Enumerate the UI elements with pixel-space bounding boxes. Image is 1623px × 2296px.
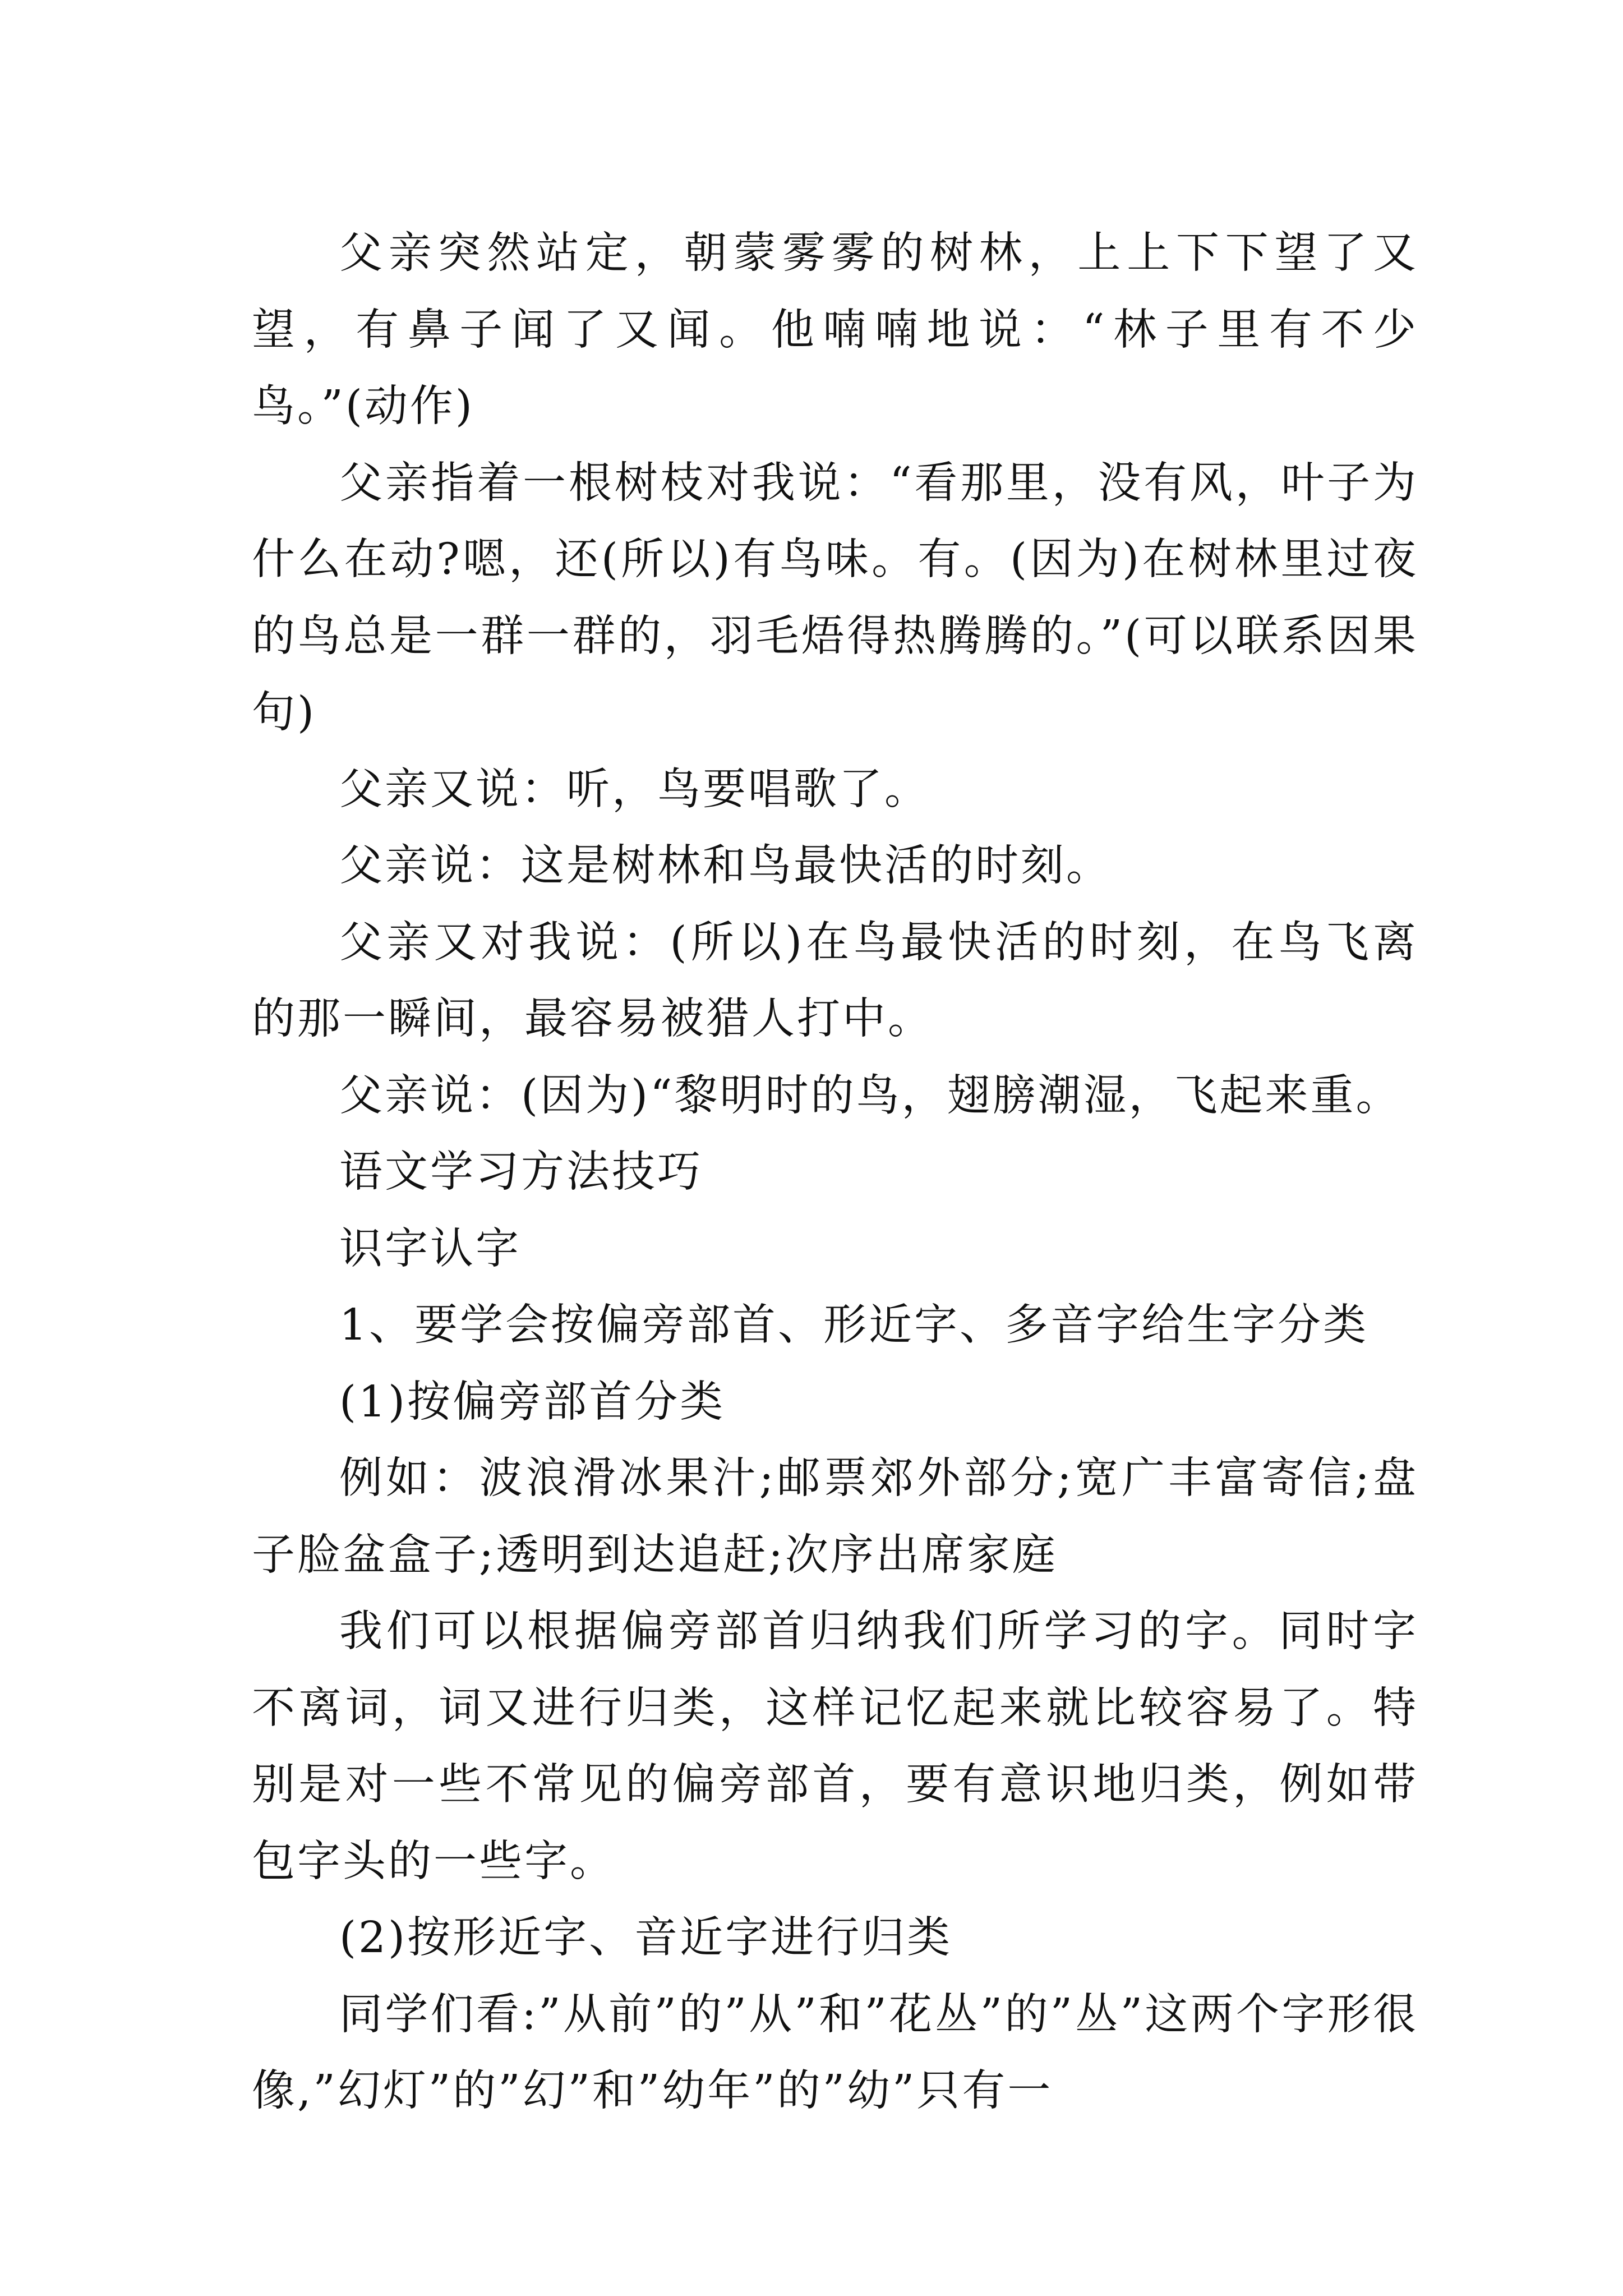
subheading-radicals: (1)按偏旁部首分类 <box>339 1377 726 1427</box>
paragraph-happiest-moment: 父亲说：这是树林和鸟最快活的时刻。 <box>339 841 1112 891</box>
list-item-classify: 1、要学会按偏旁部首、形近字、多音字给生字分类 <box>339 1300 1368 1350</box>
paragraph-wet-wings: 父亲说：(因为)“黎明时的鸟，翅膀潮湿，飞起来重。 <box>339 1070 1401 1121</box>
paragraph-similar-chars: 同学们看:”从前”的”从”和”花丛”的”丛”这两个字形很像,”幻灯”的”幻”和”幼年”的”幼”只有一 <box>252 1989 1418 2116</box>
section-heading-methods: 语文学习方法技巧 <box>339 1147 703 1197</box>
paragraph-birds-sing: 父亲又说：听，鸟要唱歌了。 <box>339 764 930 815</box>
subheading-literacy: 识字认字 <box>339 1223 521 1274</box>
paragraph-examples: 例如：波浪滑冰果汁;邮票郊外部分;宽广丰富寄信;盘子脸盆盒子;透明到达追赶;次序出席家庭 <box>252 1453 1418 1580</box>
subheading-similar-chars: (2)按形近字、音近字进行归类 <box>339 1913 953 1963</box>
paragraph-hunter: 父亲又对我说：(所以)在鸟最快活的时刻，在鸟飞离的那一瞬间，最容易被猎人打中。 <box>252 917 1418 1044</box>
paragraph-radical-method: 我们可以根据偏旁部首归纳我们所学习的字。同时字不离词，词又进行归类，这样记忆起来就比较容易了。特别是对一些不常见的偏旁部首，要有意识地归类，例如带包字头的一些字。 <box>252 1607 1418 1887</box>
paragraph-father-points: 父亲指着一根树枝对我说：“看那里，没有风，叶子为什么在动?嗯，还(所以)有鸟味。有。(因为)在树林里过夜的鸟总是一群一群的，羽毛焐得热腾腾的。”(可以联系因果句) <box>252 458 1418 738</box>
paragraph-father-stops: 父亲突然站定，朝蒙雾雾的树林，上上下下望了又望，有鼻子闻了又闻。他喃喃地说：“林子里有不少鸟。”(动作) <box>252 228 1418 431</box>
body-text <box>252 215 1418 2130</box>
